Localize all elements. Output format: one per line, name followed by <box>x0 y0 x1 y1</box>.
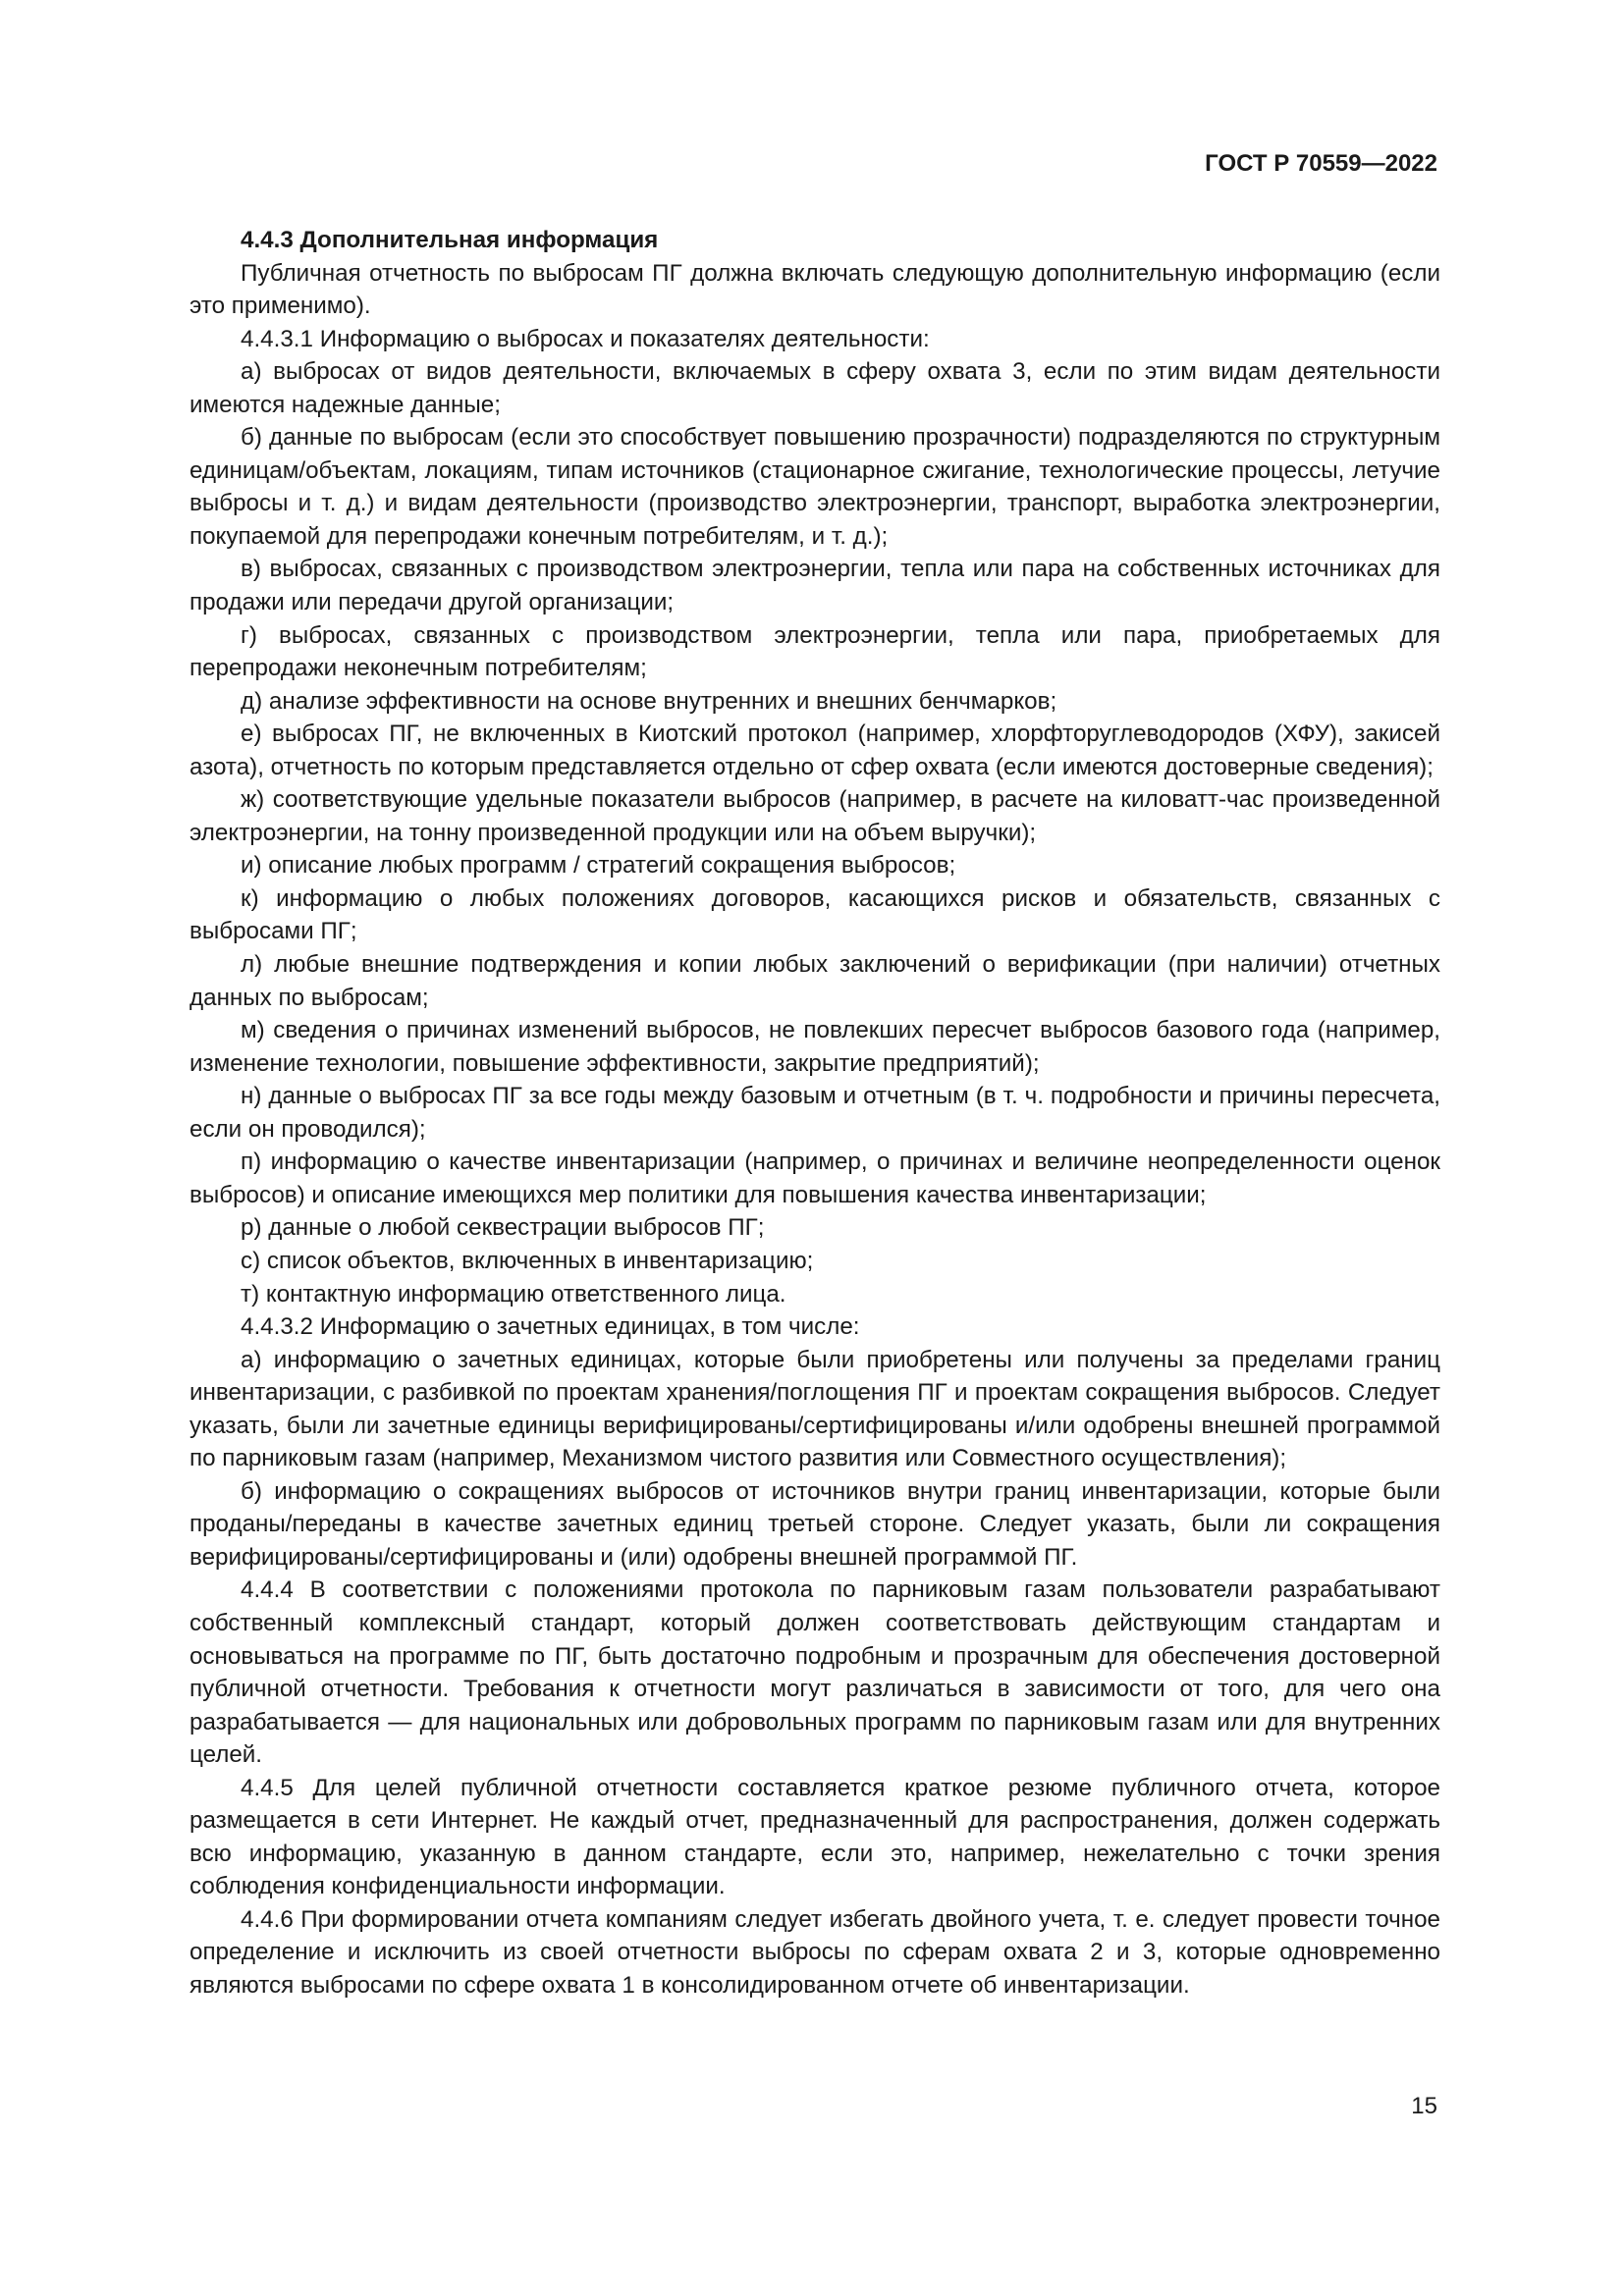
paragraph: 4.4.6 При формировании отчета компаниям следует избегать двойного учета, т. е. следует провести точное определение и исключить из своей отчетности выбросы по сферам охвата 2 и 3, которые одновременно являются выбросами по сфере охвата 1 в консолидированном отчете об инвентаризации. <box>189 1905 1440 1999</box>
list-item: м) сведения о причинах изменений выбросов, не повлекших пересчет выбросов базового года (например, изменение технологии, повышение эффективности, закрытие предприятий); <box>189 1017 1440 1077</box>
list-item: т) контактную информацию ответственного лица. <box>241 1280 786 1308</box>
paragraph: Публичная отчетность по выбросам ПГ должна включать следующую дополнительную информацию (если это применимо). <box>189 259 1440 320</box>
list-item: а) выбросах от видов деятельности, включаемых в сферу охвата 3, если по этим видам деятельности имеются надежные данные; <box>189 358 1440 418</box>
list-item: б) данные по выбросам (если это способствует повышению прозрачности) подразделяются по структурным единицам/объектам, локациям, типам источников (стационарное сжигание, технологические процессы, летучие выбросы и т. д.) и видам деятельности (производство электроэнергии, транспорт, выработка электроэнергии, покупаемой для перепродажи конечным потребителям, и т. д.); <box>189 424 1440 550</box>
section-heading: 4.4.3 Дополнительная информация <box>241 227 659 253</box>
page-number: 15 <box>1411 2093 1437 2119</box>
list-item: р) данные о любой секвестрации выбросов ПГ; <box>241 1214 765 1242</box>
paragraph: 4.4.4 В соответствии с положениями протокола по парниковым газам пользователи разрабатывают собственный комплексный стандарт, который должен соответствовать действующим стандартам и основываться на программе по ПГ, быть достаточно подробным и прозрачным для обеспечения достоверной публичной отчетности. Требования к отчетности могут различаться в зависимости от того, для чего она разрабатывается — для национальных или добровольных программ по парниковым газам или для внутренних целей. <box>189 1576 1440 1769</box>
list-item: б) информацию о сокращениях выбросов от источников внутри границ инвентаризации, которые были проданы/переданы в качестве зачетных единиц третьей стороне. Следует указать, были ли сокращения верифицированы/сертифицированы и (или) одобрены внешней программой ПГ. <box>189 1477 1440 1571</box>
standard-id: ГОСТ Р 70559—2022 <box>1205 150 1437 177</box>
list-item: д) анализе эффективности на основе внутренних и внешних бенчмарков; <box>241 687 1057 715</box>
paragraph: 4.4.3.2 Информацию о зачетных единицах, в том числе: <box>241 1313 860 1341</box>
list-item: л) любые внешние подтверждения и копии любых заключений о верификации (при наличии) отчетных данных по выбросам; <box>189 951 1440 1011</box>
list-item: г) выбросах, связанных с производством электроэнергии, тепла или пара, приобретаемых для перепродажи неконечным потребителям; <box>189 621 1440 682</box>
list-item: н) данные о выбросах ПГ за все годы между базовым и отчетным (в т. ч. подробности и причины пересчета, если он проводился); <box>189 1083 1440 1143</box>
paragraph: 4.4.5 Для целей публичной отчетности составляется краткое резюме публичного отчета, которое размещается в сети Интернет. Не каждый отчет, предназначенный для распространения, должен содержать всю информацию, указанную в данном стандарте, если это, например, нежелательно с точки зрения соблюдения конфиденциальности информации. <box>189 1774 1440 1900</box>
document-body <box>189 224 1440 2002</box>
list-item: к) информацию о любых положениях договоров, касающихся рисков и обязательств, связанных с выбросами ПГ; <box>189 884 1440 945</box>
list-item: п) информацию о качестве инвентаризации (например, о причинах и величине неопределенности оценок выбросов) и описание имеющихся мер политики для повышения качества инвентаризации; <box>189 1148 1440 1208</box>
list-item: а) информацию о зачетных единицах, которые были приобретены или получены за пределами границ инвентаризации, с разбивкой по проектам хранения/поглощения ПГ и проектам сокращения выбросов. Следует указать, были ли зачетные единицы верифицированы/сертифицированы и/или одобрены внешней программой по парниковым газам (например, Механизмом чистого развития или Совместного осуществления); <box>189 1346 1440 1472</box>
list-item: с) список объектов, включенных в инвентаризацию; <box>241 1247 814 1274</box>
paragraph: 4.4.3.1 Информацию о выбросах и показателях деятельности: <box>241 325 930 352</box>
list-item: в) выбросах, связанных с производством электроэнергии, тепла или пара на собственных источниках для продажи или передачи другой организации; <box>189 556 1440 616</box>
list-item: и) описание любых программ / стратегий сокращения выбросов; <box>241 852 956 880</box>
list-item: ж) соответствующие удельные показатели выбросов (например, в расчете на киловатт-час произведенной электроэнергии, на тонну произведенной продукции или на объем выручки); <box>189 786 1440 846</box>
list-item: е) выбросах ПГ, не включенных в Киотский протокол (например, хлорфторуглеводородов (ХФУ), закисей азота), отчетность по которым представляется отдельно от сфер охвата (если имеются достоверные сведения); <box>189 721 1440 780</box>
